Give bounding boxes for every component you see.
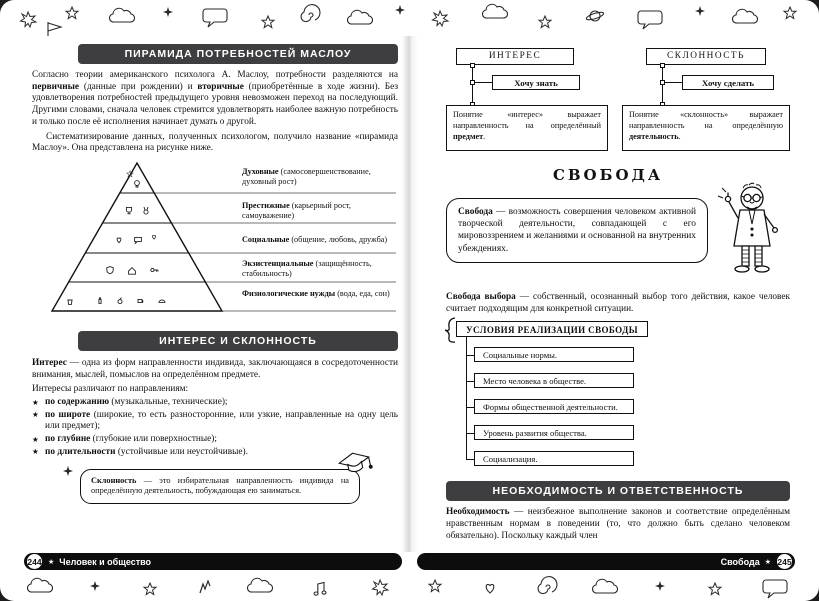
level-desc: (самосовершенствование, духовный рост) [242, 166, 371, 187]
maslow-intro-paragraph-2: Систематизирование данных, полученных психологом, получило название «пирамида Маслоу». Она представлена на рисунке ниже. [32, 131, 398, 154]
professor-illustration [708, 180, 792, 286]
condition-item: Уровень развития общества. [474, 425, 634, 440]
freedom-of-choice-paragraph: Свобода выбора — собственный, осознанный выбор того действия, какое человек считает подходящим для конкретной ситуации. [446, 292, 790, 314]
necessity-paragraph: Необходимость — неизбежное выполнение законов и соответствие определённым нравственным нормам в поведении (то, что должно быть сделано человеком обязательно). Поскольку каждый член [446, 507, 790, 541]
right-footer-bar [417, 553, 795, 570]
level-desc: (карьерный рост, самоуважение) [242, 200, 351, 221]
maslow-intro-paragraph: Согласно теории американского психолога А. Маслоу, потребности разделяются на первичные (данные при рождении) и вторичные (приобретённые в ходе жизни). Без удовлетворения потребностей предыдущего уровня невозможен переход на последующий. Другими словами, сначала человек стремится удовлетворять наиболее важную потребность и только после её исполнения начинает думать о другой. [32, 70, 398, 127]
condition-item: Формы общественной деятельности. [474, 399, 634, 414]
inclination-callout [80, 469, 360, 505]
connector-line [466, 355, 474, 356]
left-page [24, 36, 402, 552]
interest-definition: Интерес — одна из форм направленности индивида, заключающаяся в сосредоточенности внимания, мыслей, помыслов на определённом предмете. [32, 357, 398, 380]
connector-line [466, 407, 474, 408]
level-desc: (общение, любовь, дружба) [289, 234, 388, 244]
freedom-definition-bubble: Свобода — возможность совершения человеком активной творческой деятельности, совпадающей с его мировоззрением и желаниями и основанной на внутренних убеждениях. [446, 198, 708, 263]
interest-direction-item [32, 397, 398, 409]
connector-node [660, 63, 665, 68]
freedom-conditions-diagram [446, 321, 790, 473]
freedom-title: СВОБОДА [552, 166, 664, 184]
freedom-definition-row [446, 190, 790, 286]
footer-star-icon: ★ [48, 557, 55, 566]
pyramid-level-label [242, 167, 398, 188]
conditions-title-box: УСЛОВИЯ РЕАЛИЗАЦИИ СВОБОДЫ [456, 321, 648, 337]
connector-node [470, 80, 475, 85]
right-footer-label: Свобода [720, 556, 760, 567]
pyramid-level-label [242, 259, 398, 280]
page-number-right: 245 [776, 553, 793, 570]
condition-item: Место человека в обществе. [474, 373, 634, 388]
star-bullet-icon: ★ [32, 434, 39, 444]
sparkle-icon [61, 464, 75, 478]
callout-text: Склонность — это избирательная направленность индивида на определённую деятельность, побуждающая ею заниматься. [91, 475, 349, 496]
connector-line [472, 65, 473, 105]
connector-node [470, 63, 475, 68]
star-bullet-icon: ★ [32, 410, 39, 420]
page-fold-shadow [402, 36, 418, 552]
graduation-cap-icon [335, 448, 375, 482]
connector-line [466, 459, 474, 460]
interest-inclination-flowchart [446, 44, 790, 154]
interest-note-box: Понятие «интерес» выражает направленность на определённый предмет. [446, 105, 608, 151]
connector-line [466, 381, 474, 382]
pyramid-level-label [242, 235, 398, 245]
left-footer-bar [24, 553, 402, 570]
pyramid-level-label [242, 289, 398, 299]
bullet-text: по глубине (глубокие или поверхностные); [45, 434, 217, 445]
condition-item: Социальные нормы. [474, 347, 634, 362]
level-desc: (защищённость, стабильность) [242, 258, 372, 279]
section-banner-necessity-responsibility: НЕОБХОДИМОСТЬ И ОТВЕТСТВЕННОСТЬ [446, 481, 790, 501]
level-name: Физиологические нужды [242, 288, 336, 298]
flow-box-interest: ИНТЕРЕС [456, 48, 574, 65]
level-name: Экзистенциальные [242, 258, 314, 268]
page-number-left: 244 [26, 553, 43, 570]
star-bullet-icon: ★ [32, 397, 39, 407]
level-name: Духовные [242, 166, 279, 176]
flow-box-want-do: Хочу сделать [682, 75, 774, 90]
connector-line [472, 82, 492, 83]
level-name: Социальные [242, 234, 290, 244]
flow-box-want-know: Хочу знать [492, 75, 580, 90]
condition-item: Социализация. [474, 451, 634, 466]
connector-line [466, 433, 474, 434]
star-bullet-icon: ★ [32, 447, 39, 457]
left-footer-label: Человек и общество [59, 556, 152, 567]
footer-star-icon: ★ [764, 557, 771, 566]
bullet-text: по длительности (устойчивые или неустойчивые). [45, 446, 248, 457]
interest-direction-item [32, 434, 398, 446]
interest-list-intro: Интересы различают по направлениям: [32, 384, 189, 395]
right-page [417, 36, 795, 552]
section-banner-maslow-pyramid: ПИРАМИДА ПОТРЕБНОСТЕЙ МАСЛОУ [78, 44, 398, 64]
connector-line [662, 82, 682, 83]
inclination-note-box: Понятие «склонность» выражает направленность на определённую деятельность. [622, 105, 790, 151]
pyramid-level-label [242, 201, 398, 222]
flow-box-inclination: СКЛОННОСТЬ [646, 48, 766, 65]
interest-direction-item [32, 410, 398, 433]
connector-node [660, 80, 665, 85]
maslow-pyramid-figure [32, 159, 398, 325]
section-banner-interest-inclination: ИНТЕРЕС И СКЛОННОСТЬ [78, 331, 398, 351]
bullet-text: по широте (широкие, то есть разносторонние, или узкие, направленные на одну цель или предмет); [45, 409, 398, 432]
bullet-text: по содержанию (музыкальные, технические); [45, 397, 228, 408]
level-name: Престижные [242, 200, 290, 210]
curly-brace-icon [443, 316, 457, 344]
connector-line [662, 65, 663, 105]
level-desc: (вода, еда, сон) [335, 288, 390, 298]
